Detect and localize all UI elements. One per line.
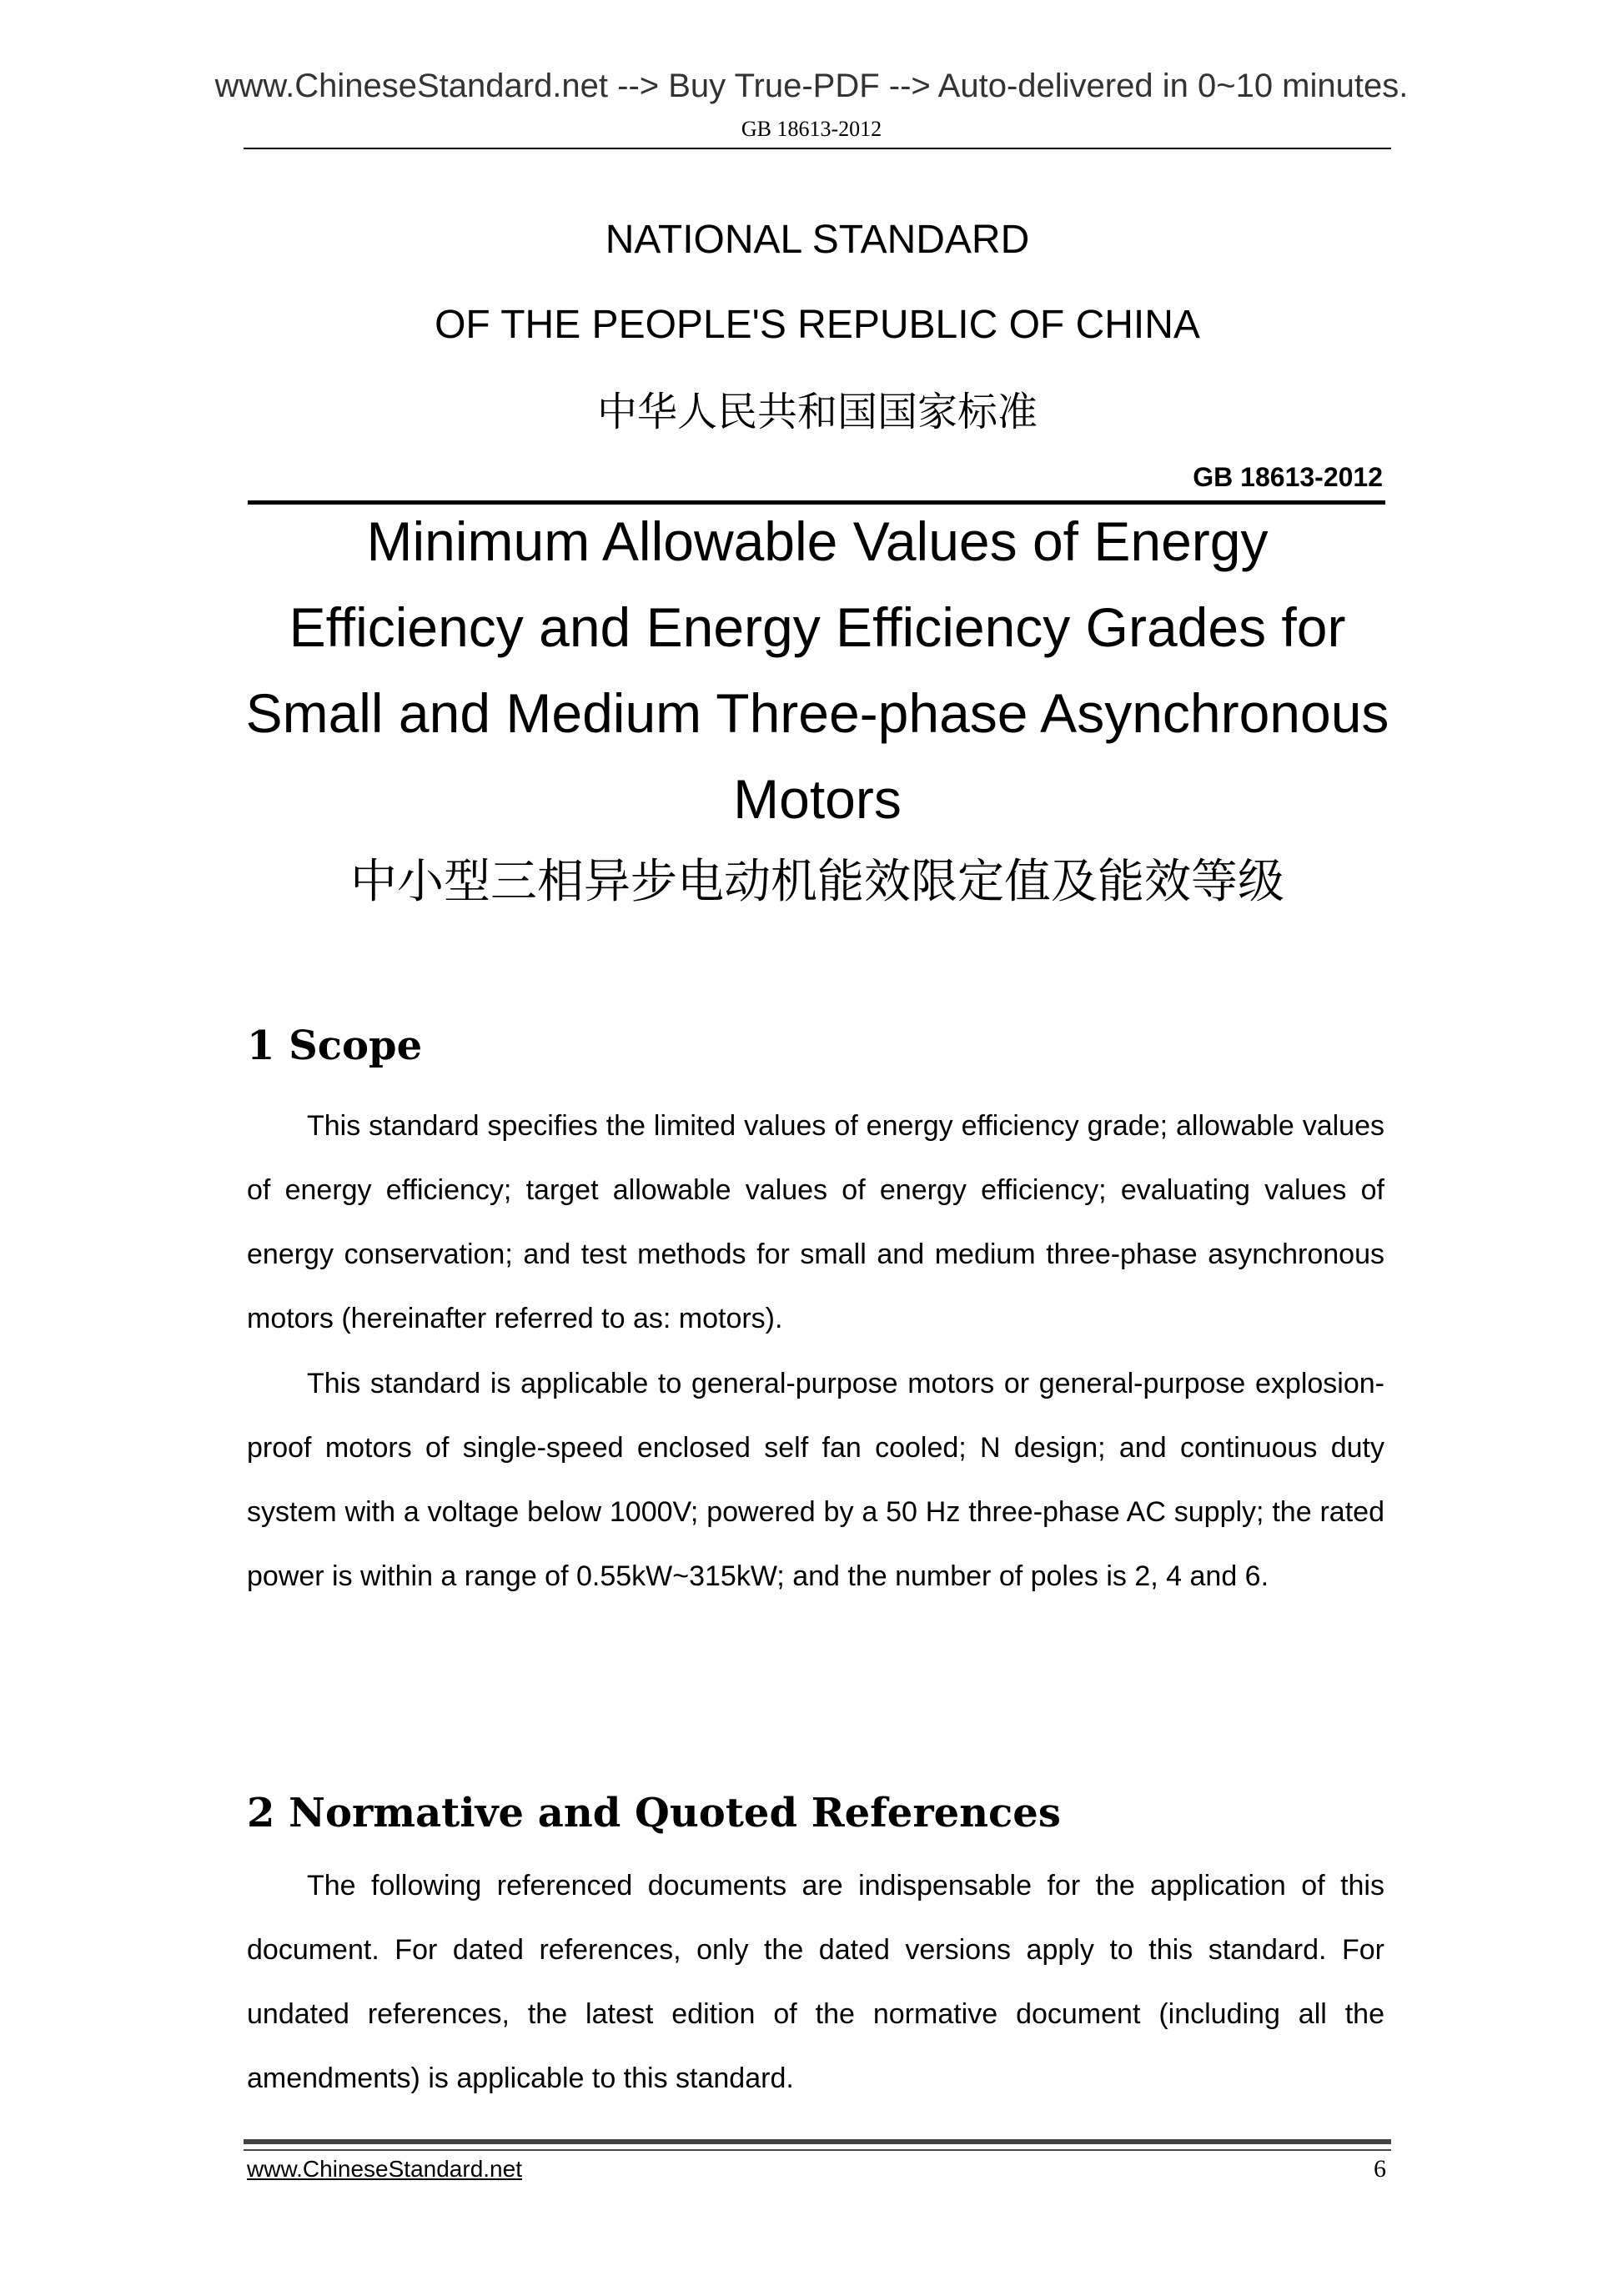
standard-number: GB 18613-2012 — [1193, 462, 1383, 492]
page-number: 6 — [1374, 2155, 1386, 2183]
footer-rule — [244, 2139, 1391, 2144]
main-title-line: Efficiency and Energy Efficiency Grades for — [289, 596, 1346, 658]
main-title-cn: 中小型三相异步电动机能效限定值及能效等级 — [350, 855, 1284, 909]
main-title-line: Small and Medium Three-phase Asynchronous — [245, 682, 1389, 744]
header-doc-code: GB 18613-2012 — [741, 117, 882, 141]
footer-link[interactable]: www.ChineseStandard.net — [247, 2156, 522, 2182]
section-heading-scope: 1 Scope — [247, 1022, 423, 1069]
header-rule — [244, 148, 1391, 149]
top-banner[interactable]: www.ChineseStandard.net --> Buy True-PDF --> Auto-delivered in 0~10 minutes. — [214, 68, 1409, 104]
national-standard-cn-line: 中华人民共和国国家标准 — [596, 389, 1038, 435]
scope-paragraph-1: This standard specifies the limited values of energy efficiency grade; allowable values of energy efficiency; target allowable values of energy efficiency; evaluating values of energy conservation; and test methods for small and medium three-phase asynchronous motors (hereinafter referred to as: motors). — [247, 1110, 1384, 1334]
scope-paragraph-2: This standard is applicable to general-purpose motors or general-purpose explosion-proof motors of single-speed enclosed self fan cooled; N design; and continuous duty system with a voltage below 1000V; powered by a 50 Hz three-phase AC supply; the rated power is within a range of 0.55kW~315kW; and the number of poles is 2, 4 and 6. — [247, 1368, 1384, 1592]
national-standard-line: NATIONAL STANDARD — [605, 218, 1030, 262]
main-title-line: Minimum Allowable Values of Energy — [366, 510, 1269, 572]
references-paragraph-1: The following referenced documents are indispensable for the application of this document. For dated references, only the dated versions apply to this standard. For undated references, the latest edition of the normative document (including all the amendments) is applicable to this standard. — [247, 1870, 1384, 2094]
section-heading-references: 2 Normative and Quoted References — [247, 1790, 1061, 1836]
footer-rule-thin — [244, 2149, 1391, 2151]
main-title-line: Motors — [733, 768, 902, 830]
country-line: OF THE PEOPLE'S REPUBLIC OF CHINA — [435, 303, 1200, 347]
main-title — [244, 499, 1391, 842]
